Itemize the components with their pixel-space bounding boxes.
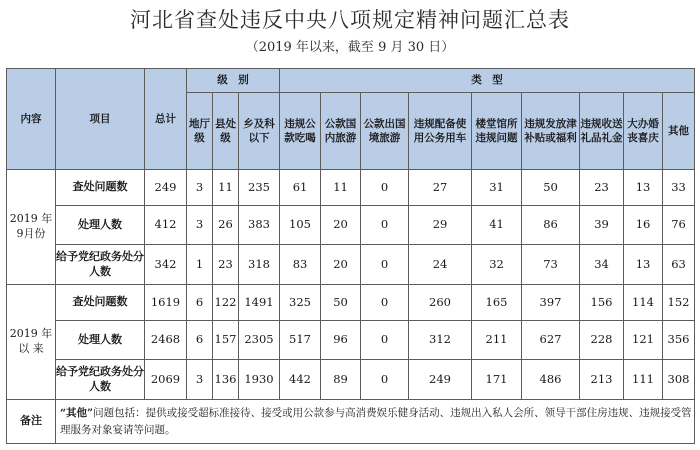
cell-value: 23 <box>213 245 239 285</box>
cell-value: 0 <box>361 321 409 360</box>
cell-value: 0 <box>361 206 409 245</box>
cell-value: 121 <box>624 321 663 360</box>
cell-value: 0 <box>361 360 409 400</box>
cell-value: 96 <box>321 321 361 360</box>
row-label: 给予党纪政务处分人数 <box>56 360 145 400</box>
cell-value: 73 <box>522 245 580 285</box>
header-total: 总计 <box>145 69 187 170</box>
cell-value: 325 <box>280 285 321 321</box>
cell-total: 342 <box>145 245 187 285</box>
header-level-group: 级 别 <box>187 69 280 93</box>
header-content: 内容 <box>7 69 56 170</box>
cell-value: 235 <box>239 170 280 206</box>
summary-table <box>6 68 695 444</box>
cell-value: 260 <box>409 285 472 321</box>
cell-total: 1619 <box>145 285 187 321</box>
header-type-allowances: 违规发放津补贴或福利 <box>522 93 580 170</box>
table-row <box>7 360 695 400</box>
cell-value: 122 <box>213 285 239 321</box>
cell-value: 31 <box>472 170 522 206</box>
cell-value: 213 <box>580 360 624 400</box>
header-type-other: 其他 <box>663 93 695 170</box>
cell-value: 86 <box>522 206 580 245</box>
cell-value: 228 <box>580 321 624 360</box>
cell-total: 2069 <box>145 360 187 400</box>
cell-value: 83 <box>280 245 321 285</box>
cell-value: 1930 <box>239 360 280 400</box>
header-type-dining: 违规公款吃喝 <box>280 93 321 170</box>
cell-value: 136 <box>213 360 239 400</box>
header-type-official-car: 违规配备使用公务用车 <box>409 93 472 170</box>
page-title: 河北省查处违反中央八项规定精神问题汇总表 <box>130 8 570 32</box>
cell-value: 32 <box>472 245 522 285</box>
cell-value: 308 <box>663 360 695 400</box>
cell-value: 165 <box>472 285 522 321</box>
cell-value: 1491 <box>239 285 280 321</box>
cell-value: 312 <box>409 321 472 360</box>
page-subtitle: （2019 年以来，截至 9 月 30 日） <box>245 40 455 55</box>
cell-value: 26 <box>213 206 239 245</box>
period-label: 2019 年 以 来 <box>7 285 56 400</box>
cell-value: 89 <box>321 360 361 400</box>
cell-value: 33 <box>663 170 695 206</box>
cell-value: 34 <box>580 245 624 285</box>
cell-value: 0 <box>361 170 409 206</box>
cell-value: 0 <box>361 285 409 321</box>
note-keyword: “其他” <box>60 406 94 419</box>
cell-value: 27 <box>409 170 472 206</box>
cell-value: 13 <box>624 245 663 285</box>
cell-value: 29 <box>409 206 472 245</box>
cell-total: 2468 <box>145 321 187 360</box>
cell-value: 442 <box>280 360 321 400</box>
cell-value: 627 <box>522 321 580 360</box>
cell-value: 152 <box>663 285 695 321</box>
cell-value: 114 <box>624 285 663 321</box>
cell-value: 318 <box>239 245 280 285</box>
header-item: 项目 <box>56 69 145 170</box>
row-label: 给予党纪政务处分人数 <box>56 245 145 285</box>
cell-value: 20 <box>321 245 361 285</box>
cell-total: 412 <box>145 206 187 245</box>
header-type-overseas-travel: 公款出国境旅游 <box>361 93 409 170</box>
period-label: 2019 年 9月份 <box>7 170 56 285</box>
table-row <box>7 206 695 245</box>
table-row <box>7 245 695 285</box>
header-type-gifts: 违规收送礼品礼金 <box>580 93 624 170</box>
header-level-township: 乡及科以下 <box>239 93 280 170</box>
note-body: 问题包括：提供或接受超标准接待、接受或用公款参与高消费娱乐健身活动、违规出入私人会所、领导干部住房违规、违规接受管理服务对象宴请等问题。 <box>60 406 692 436</box>
header-type-buildings: 楼堂馆所违规问题 <box>472 93 522 170</box>
cell-value: 6 <box>187 285 213 321</box>
row-label: 查处问题数 <box>56 285 145 321</box>
cell-value: 1 <box>187 245 213 285</box>
cell-value: 23 <box>580 170 624 206</box>
note-label: 备注 <box>7 400 56 444</box>
cell-value: 76 <box>663 206 695 245</box>
cell-value: 157 <box>213 321 239 360</box>
header-level-prefecture: 地厅级 <box>187 93 213 170</box>
cell-value: 517 <box>280 321 321 360</box>
cell-value: 39 <box>580 206 624 245</box>
cell-value: 13 <box>624 170 663 206</box>
cell-value: 3 <box>187 170 213 206</box>
cell-value: 383 <box>239 206 280 245</box>
cell-value: 20 <box>321 206 361 245</box>
cell-value: 356 <box>663 321 695 360</box>
cell-value: 156 <box>580 285 624 321</box>
cell-value: 50 <box>321 285 361 321</box>
cell-value: 6 <box>187 321 213 360</box>
cell-value: 111 <box>624 360 663 400</box>
cell-value: 11 <box>213 170 239 206</box>
row-label: 处理人数 <box>56 206 145 245</box>
cell-value: 63 <box>663 245 695 285</box>
cell-value: 41 <box>472 206 522 245</box>
cell-value: 3 <box>187 360 213 400</box>
table-row <box>7 285 695 321</box>
header-type-domestic-travel: 公款国内旅游 <box>321 93 361 170</box>
cell-value: 50 <box>522 170 580 206</box>
cell-total: 249 <box>145 170 187 206</box>
cell-value: 16 <box>624 206 663 245</box>
note-row <box>7 400 695 444</box>
cell-value: 61 <box>280 170 321 206</box>
cell-value: 11 <box>321 170 361 206</box>
cell-value: 211 <box>472 321 522 360</box>
cell-value: 24 <box>409 245 472 285</box>
header-type-group: 类 型 <box>280 69 695 93</box>
cell-value: 249 <box>409 360 472 400</box>
cell-value: 486 <box>522 360 580 400</box>
cell-value: 105 <box>280 206 321 245</box>
cell-value: 397 <box>522 285 580 321</box>
note-text <box>56 400 695 444</box>
table-row <box>7 321 695 360</box>
cell-value: 2305 <box>239 321 280 360</box>
row-label: 查处问题数 <box>56 170 145 206</box>
cell-value: 0 <box>361 245 409 285</box>
cell-value: 171 <box>472 360 522 400</box>
table-row <box>7 170 695 206</box>
header-level-county: 县处级 <box>213 93 239 170</box>
cell-value: 3 <box>187 206 213 245</box>
row-label: 处理人数 <box>56 321 145 360</box>
header-type-ceremonies: 大办婚丧喜庆 <box>624 93 663 170</box>
